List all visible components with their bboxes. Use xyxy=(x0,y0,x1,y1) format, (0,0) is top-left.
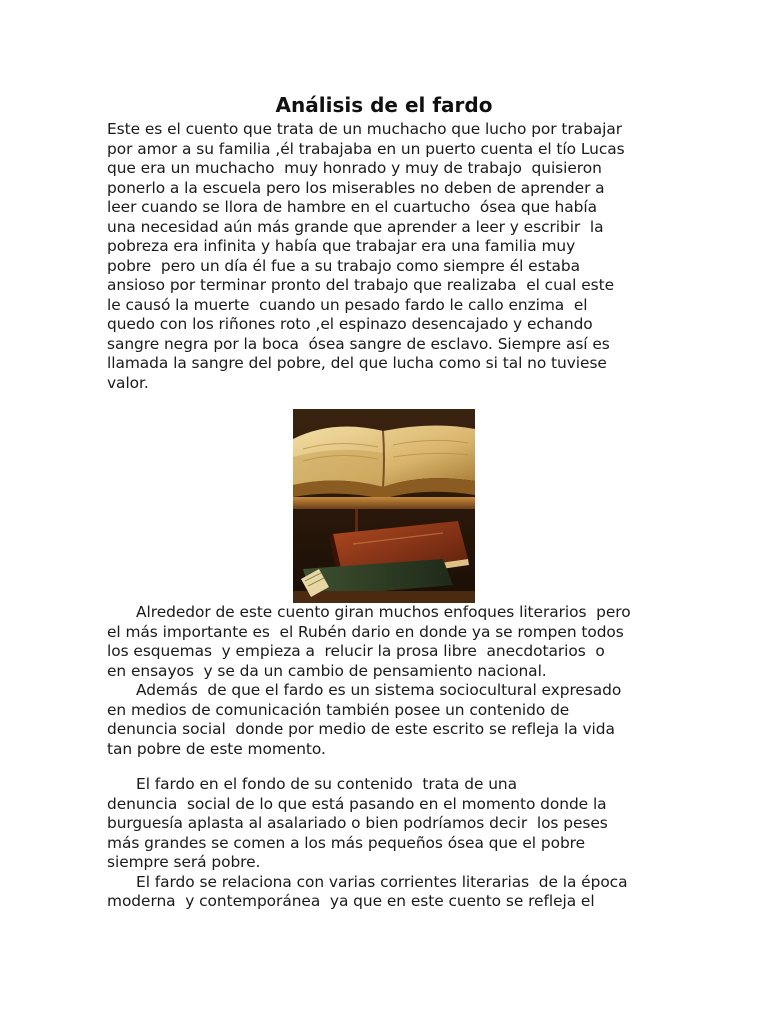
text-line: en medios de comunicación también posee un contenido de xyxy=(107,700,570,719)
page-title: Análisis de el fardo xyxy=(275,93,493,117)
text-line: llamada la sangre del pobre, del que lucha como si tal no tuviese xyxy=(107,354,607,372)
text-line: Además de que el fardo es un sistema sociocultural expresado xyxy=(107,681,622,699)
text-line: más grandes se comen a los más pequeños ósea que el pobre xyxy=(107,833,586,852)
text-line: que era un muchacho muy honrado y muy de trabajo quisieron xyxy=(107,159,602,177)
text-line: El fardo en el fondo de su contenido trata de una xyxy=(107,775,518,793)
text-line: El fardo se relaciona con varias corrientes literarias de la época xyxy=(107,872,628,891)
text-line: pobreza era infinita y había que trabajar era una familia muy xyxy=(107,237,576,255)
text-line: moderna y contemporánea ya que en este cuento se refleja el xyxy=(107,892,595,910)
text-line: los esquemas y empieza a relucir la prosa libre anecdotarios o xyxy=(107,642,605,660)
old-books-image xyxy=(293,409,475,603)
text-line: una necesidad aún más grande que aprender a leer y escribir la xyxy=(107,217,604,236)
text-line: pobre pero un día él fue a su trabajo como siempre él estaba xyxy=(107,256,581,275)
text-line: Este es el cuento que trata de un muchacho que lucho por trabajar xyxy=(107,120,623,138)
text-line: el más importante es el Rubén dario en donde ya se rompen todos xyxy=(107,622,624,641)
text-line: ponerlo a la escuela pero los miserables no deben de aprender a xyxy=(107,178,605,197)
text-line: burguesía aplasta al asalariado o bien podríamos decir los peses xyxy=(107,814,608,832)
text-line: por amor a su familia ,él trabajaba en un puerto cuenta el tío Lucas xyxy=(107,139,625,158)
text-line: tan pobre de este momento. xyxy=(107,739,326,758)
paragraph-1 xyxy=(107,120,667,393)
text-line: denuncia social de lo que está pasando en el momento donde la xyxy=(107,794,607,813)
text-line: le causó la muerte cuando un pesado fardo le callo enzima el xyxy=(107,295,588,314)
text-line: siempre será pobre. xyxy=(107,853,261,871)
text-line: quedo con los riñones roto ,el espinazo desencajado y echando xyxy=(107,315,593,333)
old-books-illustration xyxy=(293,409,475,603)
text-line: en ensayos y se da un cambio de pensamiento nacional. xyxy=(107,661,547,680)
text-line: denuncia social donde por medio de este escrito se refleja la vida xyxy=(107,720,615,738)
text-line: sangre negra por la boca ósea sangre de esclavo. Siempre así es xyxy=(107,334,610,353)
text-line: ansioso por terminar pronto del trabajo que realizaba el cual este xyxy=(107,276,615,294)
text-line: valor. xyxy=(107,373,149,392)
paragraph-3 xyxy=(107,775,667,912)
paragraph-2 xyxy=(107,603,667,759)
text-line: leer cuando se llora de hambre en el cuartucho ósea que había xyxy=(107,198,597,216)
text-line: Alrededor de este cuento giran muchos enfoques literarios pero xyxy=(107,603,631,621)
